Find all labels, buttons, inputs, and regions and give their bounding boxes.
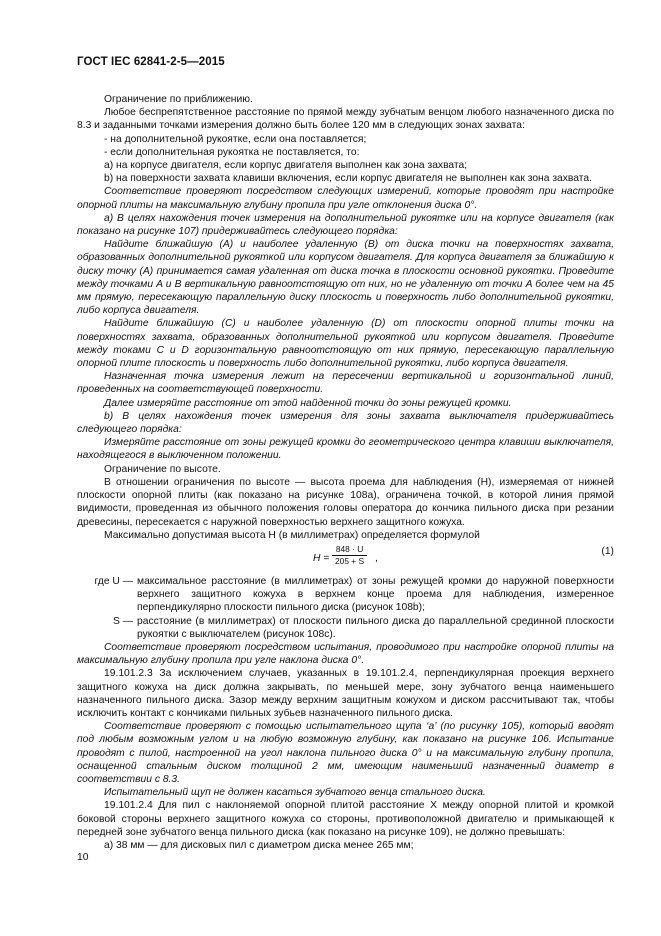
paragraph: Найдите ближайшую (C) и наиболее удаленную (D) от плоскости опорной плиты точки на поверхностях захвата, образованных дополнительной рукояткой или корпусом двигателя. Проведите между токами C и D горизонтальную равноотстоящую от них прямую, пересекающую параллельную опорной плите плоскость и поверхность либо дополнительной рукоятки, либо корпуса двигателя. bbox=[77, 318, 614, 370]
paragraph: Соответствие проверяют с помощью испытательного щупа ‘а’ (по рисунку 105), который вводят под любым возможным углом и на любую возможную глубину, как показано на рисунке 106. Испытание проводят с пилой, настроенной на угол наклона пильного диска 0° и на максимальную глубину пропила, оснащенной стальным диском толщиной 2 мм, имеющим наименьший назначенный диаметр в соответствии с 8.3. bbox=[77, 721, 614, 785]
paragraph: Максимально допустимая высота H (в миллиметрах) определяется формулой bbox=[104, 529, 480, 541]
formula-number: (1) bbox=[601, 545, 614, 557]
definition-s bbox=[77, 615, 614, 641]
list-item: a) 38 мм — для дисковых пил с диаметром диска менее 265 мм; bbox=[104, 839, 414, 851]
paragraph: Ограничение по приближению. bbox=[104, 94, 253, 105]
formula-lhs: H = bbox=[313, 552, 330, 564]
formula bbox=[77, 543, 614, 573]
formula-comma: , bbox=[375, 552, 378, 564]
paragraph: b) В целях нахождения точек измерения для зоны захвата выключателя придерживайтесь следующего порядка: bbox=[77, 410, 614, 436]
page-number: 10 bbox=[77, 852, 89, 863]
definition-text: максимальное расстояние (в миллиметрах) от зоны режущей кромки до наружной поверхности верхнего защитного кожуха в верхнем конце проема для наблюдения, измеренное перпендикулярно плоскости пильного диска (рисунок 108b); bbox=[137, 575, 614, 614]
paragraph: Далее измеряйте расстояние от этой найденной точки до зоны режущей кромки. bbox=[104, 397, 512, 409]
page-body bbox=[77, 93, 614, 852]
formula-denominator: 205 + S bbox=[332, 555, 367, 567]
definition-u bbox=[77, 575, 614, 615]
formula-fraction bbox=[332, 544, 367, 567]
paragraph: Соответствие проверяют посредством испытания, проводимого при настройке опорной плиты на максимальную глубину пропила при угле наклона диска 0°. bbox=[77, 641, 614, 667]
paragraph: Соответствие проверяют посредством следующих измерений, которые проводят при настройке опорной плиты на максимальную глубину пропила при угле отклонения диска 0°. bbox=[77, 186, 614, 211]
definition-label: S — bbox=[112, 615, 133, 627]
paragraph: Испытательный щуп не должен касаться зубчатого венца стального диска. bbox=[104, 787, 486, 799]
list-item: - если дополнительная рукоятка не поставляется, то: bbox=[104, 146, 360, 158]
clause-19-101-2-4: 19.101.2.4 Для пил с наклоняемой опорной плитой расстояние X между опорной плитой и кромкой боковой стороны верхнего защитного кожуха со стороны, противоположной двигателю и примыкающей к передней зоне зубчатого венца пильного диска (как показано на рисунке 109), не должно превышать: bbox=[77, 800, 614, 838]
paragraph: В отношении ограничения по высоте — высота проема для наблюдения (H), измеряемая от нижней плоскости опорной плиты (как показано на рисунке 108a), ограничена точкой, в которой линия прямой видимости, проведенная из обычного положения головы оператора до кончика пильного диска при резании древесины, пересекается с наружной поверхностью верхнего защитного кожуха. bbox=[77, 476, 614, 528]
definition-label: где U — bbox=[94, 575, 133, 587]
paragraph: a) В целях нахождения точек измерения на дополнительной рукоятке или на корпусе двигателя (как показано на рисунке 107) придерживайтесь следующего порядка: bbox=[77, 212, 614, 238]
list-item: b) на поверхности захвата клавиши включения, если корпус двигателя не выполнен как зона захвата. bbox=[104, 173, 592, 185]
definition-text: расстояние (в миллиметрах) от плоскости пильного диска до параллельной срединной плоскости рукоятки с выключателем (рисунок 108c). bbox=[137, 615, 614, 640]
paragraph: Любое беспрепятственное расстояние по прямой между зубчатым венцом любого назначенного диска по 8.3 и заданными точками измерения должно быть более 120 мм в следующих зонах захвата: bbox=[77, 107, 614, 132]
paragraph: Найдите ближайшую (A) и наиболее удаленную (B) от диска точки на поверхностях захвата, образованных дополнительной рукояткой или корпусом двигателя. Для корпуса двигателя за ближайшую к диску точку (A) принимается самая удаленная от диска точка в плоскости основной рукоятки. Проведите между точками A и B вертикальную равноотстоящую от них, но не удаленную от точки A более чем на 45 мм прямую, пересекающую параллельную диску плоскость и поверхность либо дополнительной рукоятки, либо корпуса двигателя. bbox=[77, 239, 614, 317]
paragraph: Назначенная точка измерения лежит на пересечении вертикальной и горизонтальной линий, проведенных на соответствующей поверхности. bbox=[77, 371, 614, 396]
formula-numerator: 848 · U bbox=[335, 543, 364, 554]
document-header: ГОСТ IEC 62841-2-5—2015 bbox=[77, 56, 225, 68]
paragraph: Измеряйте расстояние от зоны режущей кромки до геометрического центра клавиши выключателя, находящегося в выключенном положении. bbox=[77, 437, 614, 462]
clause-19-101-2-3: 19.101.2.3 За исключением случаев, указанных в 19.101.2.4, перпендикулярная проекция верхнего защитного кожуха на диск должна закрывать, по меньшей мере, зону зубчатого венца наименьшего назначенного пильного диска. Зазор между верхним защитным кожухом и диском рассчитывают так, чтобы исключить контакт с кончиками пильных зубьев назначенного пильного диска. bbox=[77, 668, 614, 719]
list-item: - на дополнительной рукоятке, если она поставляется; bbox=[104, 133, 367, 145]
list-item: a) на корпусе двигателя, если корпус двигателя выполнен как зона захвата; bbox=[104, 160, 468, 172]
paragraph: Ограничение по высоте. bbox=[104, 463, 221, 475]
